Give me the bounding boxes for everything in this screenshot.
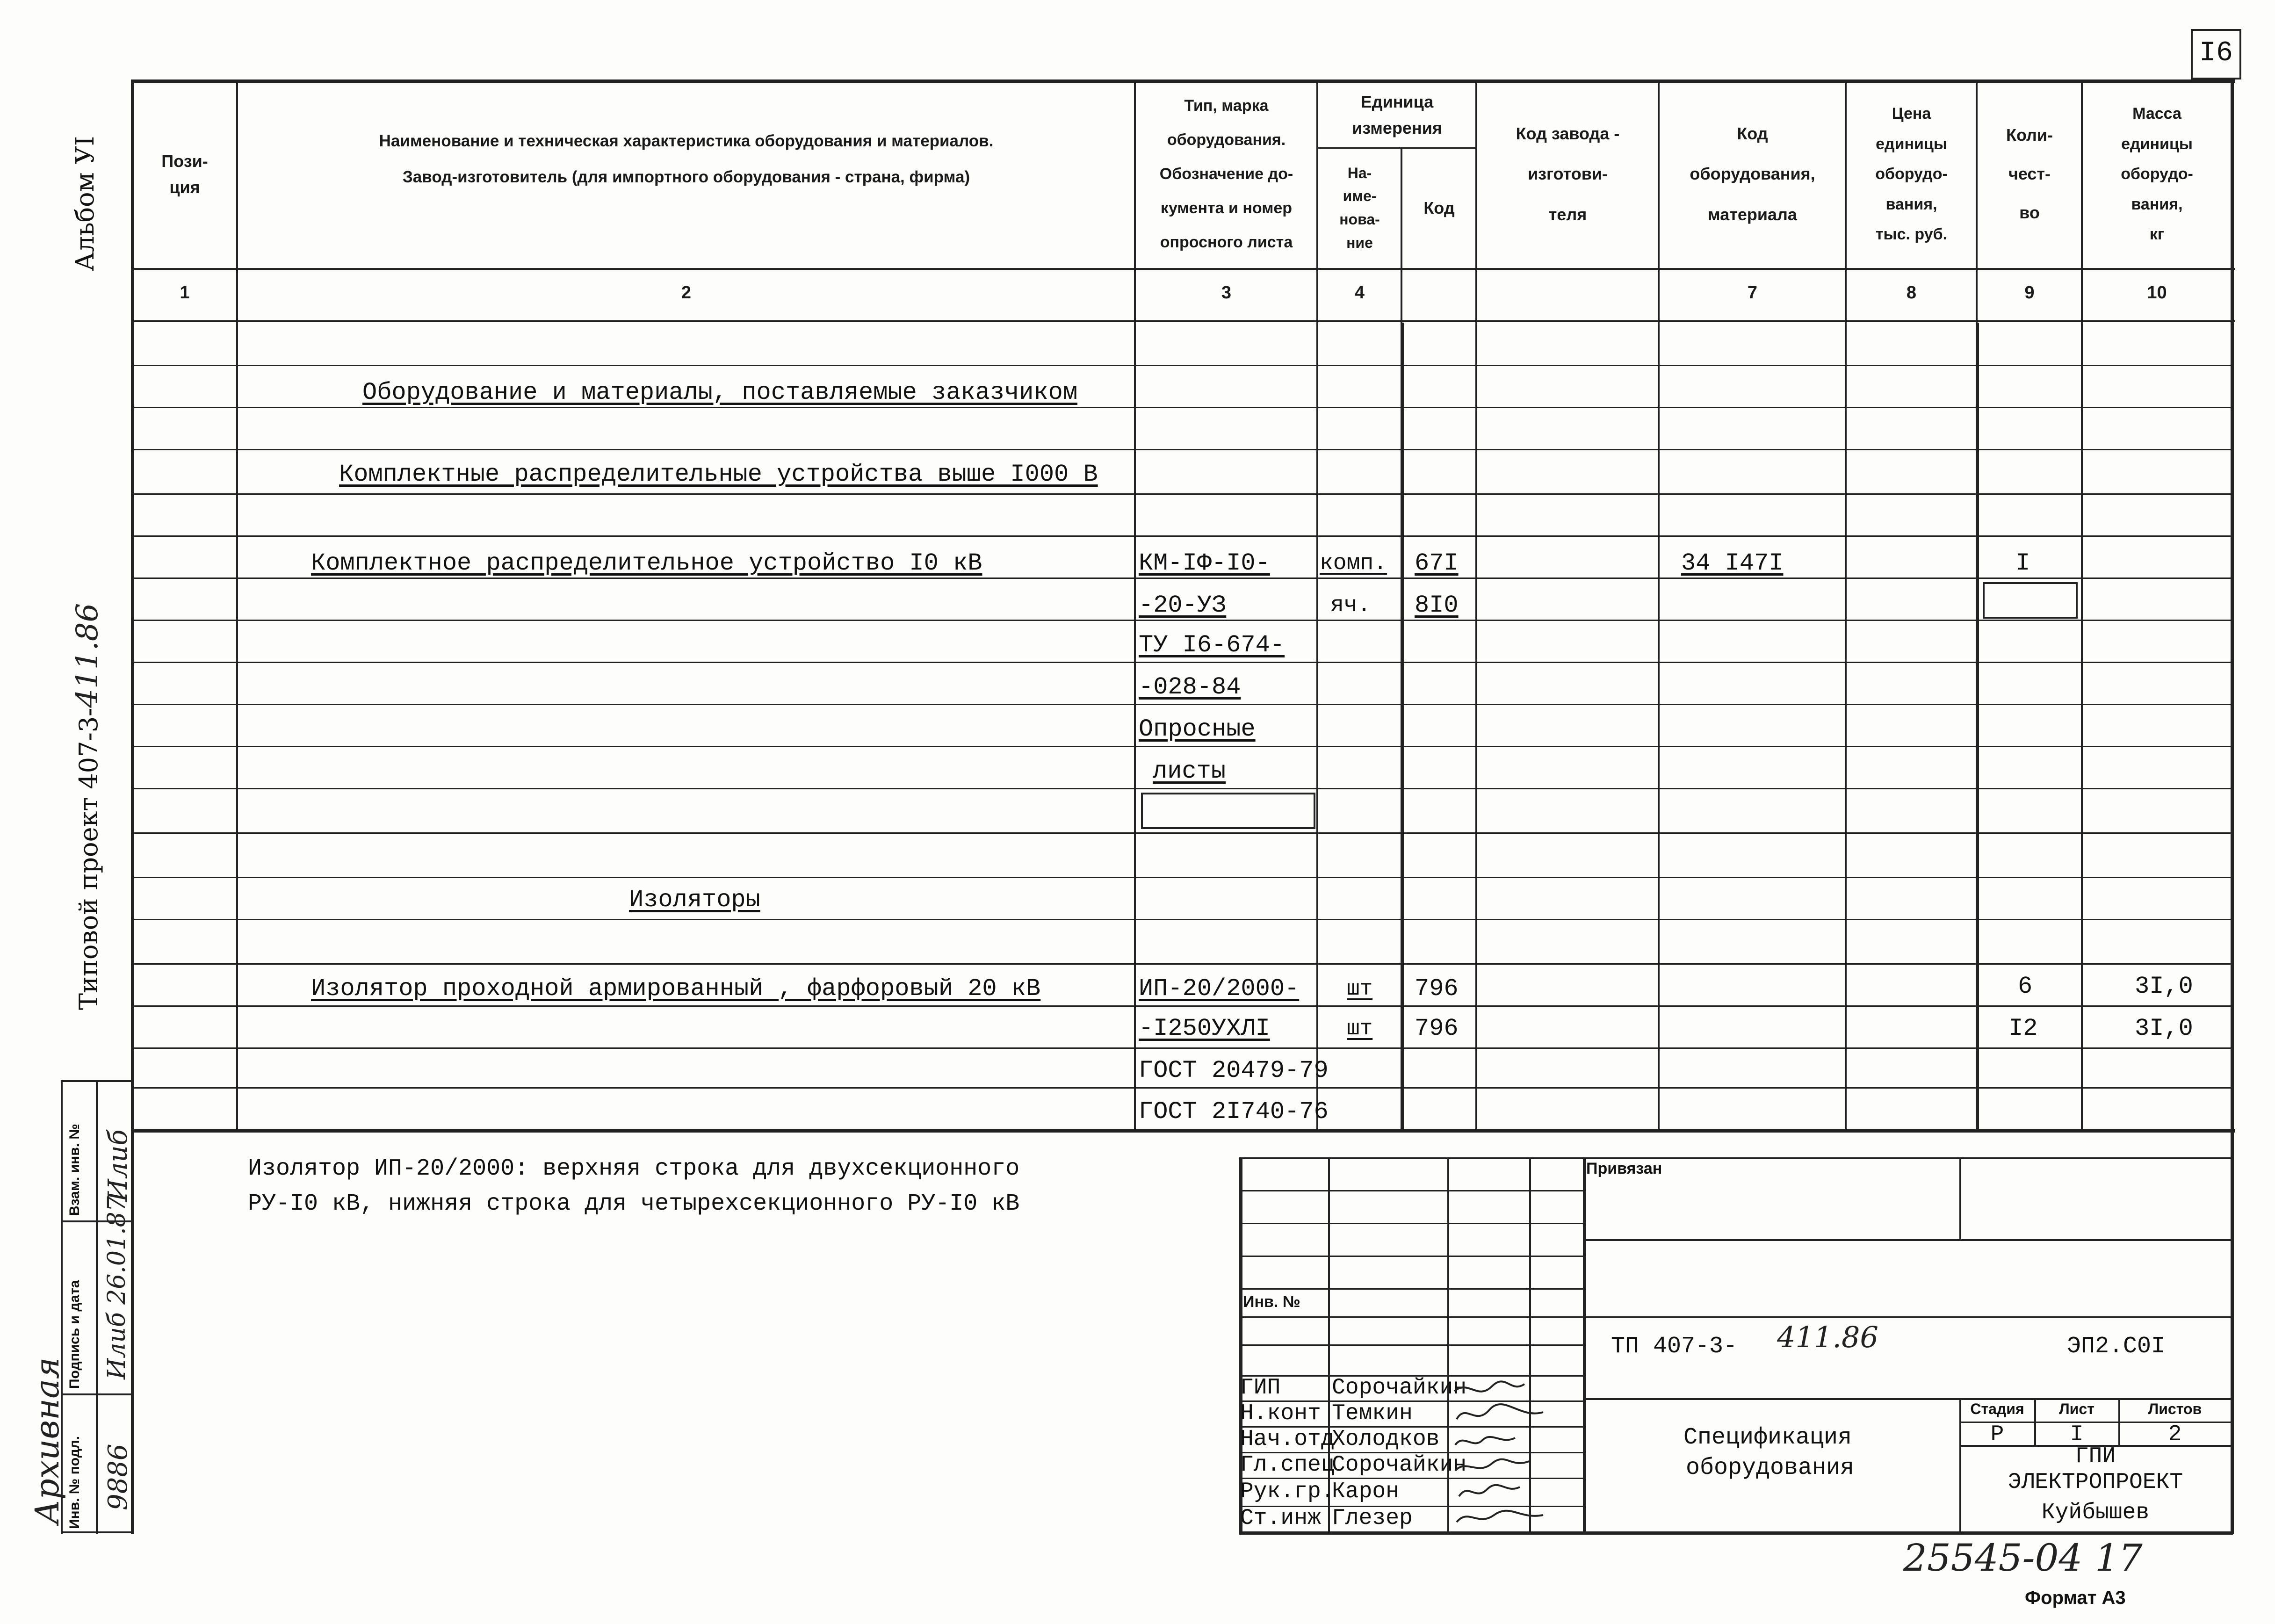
item-insulator-mass: 3I,0	[2135, 1015, 2193, 1042]
title-block-role: Нач.отд	[1240, 1427, 1335, 1452]
title-block-role: Рук.гр.	[1240, 1479, 1335, 1504]
item-switchgear-type: ТУ I6-674-	[1139, 631, 1285, 659]
header-quantity: Коли- чест- во	[2006, 125, 2053, 222]
empty-box	[1983, 582, 2078, 619]
organization: ГПИ	[2075, 1444, 2116, 1469]
item-insulator-unit-code: 796	[1415, 1015, 1459, 1042]
doc-title: оборудования	[1686, 1455, 1855, 1481]
project-handwritten: 411.86	[70, 603, 105, 708]
item-switchgear-type: -028-84	[1139, 673, 1241, 701]
title-block-role: Н.конт	[1240, 1401, 1321, 1426]
empty-box	[1141, 793, 1315, 829]
column-number: 7	[1747, 283, 1758, 303]
header-factory-code: Код завода - изготови- теля	[1516, 123, 1620, 224]
margin-signature: Илиб	[103, 1129, 133, 1202]
header-type: Тип, марка оборудования. Обозначение до- кумента и номер опросного листа	[1159, 96, 1293, 252]
item-switchgear-quantity: I	[2015, 549, 2030, 577]
item-insulator-type: ГОСТ 20479-79	[1139, 1057, 1329, 1084]
item-switchgear-type: Опросные	[1139, 715, 1256, 743]
stage-label: Стадия	[1970, 1400, 2024, 1417]
header-equipment-code: Код оборудования, материала	[1690, 123, 1815, 224]
signature-scribbles	[1450, 1375, 1562, 1534]
column-number: 10	[2147, 283, 2167, 303]
album-label: Альбом УI	[70, 136, 100, 271]
title-block-name: Глезер	[1332, 1506, 1413, 1531]
item-insulator-unit: шт	[1347, 1017, 1373, 1041]
title-block-role: Ст.инж	[1240, 1506, 1321, 1531]
sheet-number: I6	[2199, 37, 2233, 69]
header-unit-code: Код	[1423, 198, 1455, 218]
margin-field-signature-date: Подпись и дата	[67, 1280, 82, 1389]
doc-designation-handwritten: 411.86	[1777, 1320, 1878, 1354]
header-mass: Масса единицы оборудо- вания, кг	[2121, 105, 2193, 244]
section-title-customer-supplied: Оборудование и материалы, поставляемые заказчиком	[362, 379, 1078, 406]
column-number: 9	[2024, 283, 2035, 303]
header-price: Цена единицы оборудо- вания, тыс. руб.	[1875, 105, 1948, 244]
item-switchgear-unit: яч.	[1330, 593, 1371, 618]
organization: Куйбышев	[2041, 1500, 2150, 1525]
sheets-value: 2	[2168, 1422, 2182, 1447]
column-number: 2	[681, 283, 692, 303]
item-switchgear-unit-code: 67I	[1415, 549, 1459, 577]
note-line: РУ-I0 кВ, нижняя строка для четырехсекционного РУ-I0 кВ	[248, 1191, 1020, 1217]
title-block-role: Гл.спец	[1240, 1452, 1335, 1478]
item-switchgear-unit: комп.	[1320, 551, 1387, 576]
doc-code: ЭП2.С0I	[2067, 1333, 2166, 1360]
item-insulator-mass: 3I,0	[2135, 973, 2193, 1000]
sheets-label: Листов	[2148, 1400, 2202, 1417]
sheet-value: I	[2070, 1422, 2084, 1447]
title-block-role: ГИП	[1240, 1375, 1281, 1400]
item-insulator-type: ГОСТ 2I740-76	[1139, 1098, 1329, 1126]
margin-inv-value: 9886	[103, 1444, 133, 1510]
title-block-name: Сорочайкин	[1332, 1452, 1467, 1478]
section-title-switchgear: Комплектные распределительные устройства выше I000 В	[339, 461, 1098, 488]
item-insulator-type: -I250УХЛI	[1139, 1015, 1270, 1042]
note-line: Изолятор ИП-20/2000: верхняя строка для двухсекционного	[248, 1155, 1020, 1182]
stage-value: Р	[1990, 1422, 2004, 1447]
column-number: 8	[1906, 283, 1917, 303]
item-insulator-name: Изолятор проходной армированный , фарфоровый 20 кВ	[311, 975, 1041, 1003]
margin-date-value: Илиб 26.01.87	[103, 1196, 131, 1379]
item-insulator-quantity: I2	[2008, 1015, 2038, 1042]
column-number: 1	[180, 283, 190, 303]
section-title-insulators: Изоляторы	[629, 886, 760, 914]
column-number: 3	[1221, 283, 1232, 303]
item-switchgear-type: листы	[1153, 758, 1226, 785]
title-block-inv-no: Инв. №	[1243, 1293, 1300, 1311]
item-insulator-unit: шт	[1347, 977, 1373, 1001]
header-unit-name: На- име- нова- ние	[1339, 164, 1380, 251]
item-switchgear-name: Комплектное распределительное устройство I0 кВ	[311, 549, 982, 577]
item-insulator-quantity: 6	[2018, 973, 2033, 1000]
title-block-name: Карон	[1332, 1479, 1400, 1504]
title-block-name: Темкин	[1332, 1401, 1413, 1426]
margin-field-replacement-inv: Взам. инв. №	[67, 1124, 82, 1216]
doc-title: Спецификация	[1683, 1424, 1852, 1451]
item-switchgear-unit-code: 8I0	[1415, 592, 1459, 619]
header-name: Наименование и техническая характеристика оборудования и материалов. Завод-изготовитель (для импортного оборудования - страна, фирма)	[379, 132, 994, 186]
item-insulator-unit-code: 796	[1415, 975, 1459, 1003]
header-unit: Единица измерения	[1352, 92, 1442, 137]
title-block-name: Сорочайкин	[1332, 1375, 1467, 1400]
title-block-name: Холодков	[1332, 1427, 1440, 1452]
footer-format: Формат А3	[2025, 1588, 2126, 1608]
title-block-privyazan: Привязан	[1586, 1160, 1662, 1177]
item-insulator-type: ИП-20/2000-	[1139, 975, 1300, 1003]
header-position: Пози- ция	[161, 151, 208, 197]
item-switchgear-type: -20-УЗ	[1139, 592, 1227, 619]
sheet-label: Лист	[2059, 1400, 2094, 1417]
item-switchgear-equipment-code: 34 I47I	[1681, 549, 1784, 577]
column-number: 4	[1354, 283, 1365, 303]
organization: ЭЛЕКТРОПРОЕКТ	[2008, 1470, 2183, 1495]
footer-number: 25545-04	[1903, 1536, 2083, 1580]
item-switchgear-type: КМ-IФ-I0-	[1139, 549, 1270, 577]
doc-designation-prefix: ТП 407-3-	[1611, 1333, 1738, 1360]
project-label	[70, 603, 105, 1010]
margin-field-inv-podl: Инв. № подл.	[67, 1436, 82, 1529]
footer-page: 17	[2095, 1536, 2143, 1580]
project-prefix: Типовой проект 407-3-	[74, 707, 103, 1010]
margin-archive-note: Архивная	[28, 1357, 66, 1524]
